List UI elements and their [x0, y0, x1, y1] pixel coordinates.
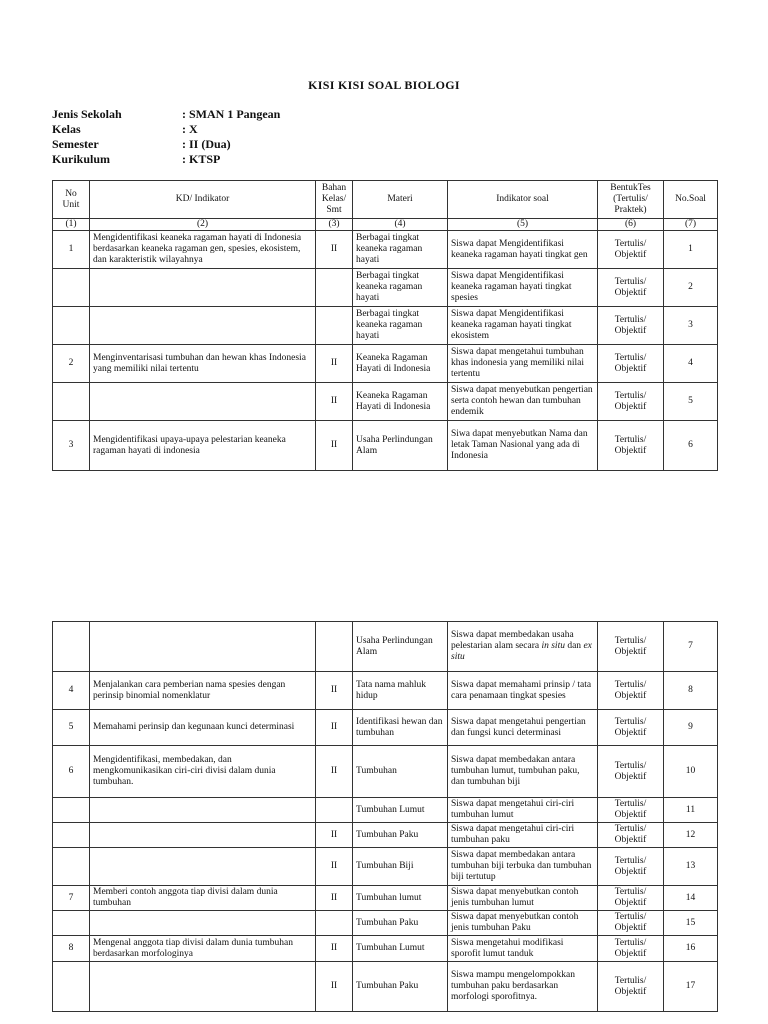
meta-row: [52, 137, 280, 152]
cell-materi: Tumbuhan Lumut: [353, 798, 448, 823]
cell-unit: 4: [53, 672, 90, 710]
table-row: [53, 848, 718, 886]
cell-materi: Tumbuhan Biji: [353, 848, 448, 886]
cell-semester: II: [316, 823, 353, 848]
meta-row: [52, 107, 280, 122]
cell-indikator: Siswa dapat membedakan antara tumbuhan lumut, tumbuhan paku, dan tumbuhan biji: [448, 746, 598, 798]
cell-unit: [53, 823, 90, 848]
cell-indikator: Siswa dapat Mengidentifikasi keaneka ragaman hayati tingkat ekosistem: [448, 307, 598, 345]
table-row: [53, 823, 718, 848]
cell-semester: II: [316, 383, 353, 421]
table-row: [53, 886, 718, 911]
cell-kd: [90, 911, 316, 936]
cell-no-soal: 11: [664, 798, 718, 823]
cell-kd: [90, 798, 316, 823]
table-row: [53, 269, 718, 307]
cell-no-soal: 7: [664, 622, 718, 672]
column-number: (6): [598, 219, 664, 231]
column-number: (7): [664, 219, 718, 231]
cell-unit: 5: [53, 710, 90, 746]
cell-unit: 3: [53, 421, 90, 471]
cell-semester: II: [316, 710, 353, 746]
cell-bentuk: Tertulis/ Objektif: [598, 823, 664, 848]
cell-kd: [90, 823, 316, 848]
cell-bentuk: Tertulis/ Objektif: [598, 383, 664, 421]
header-materi: Materi: [353, 181, 448, 219]
meta-value: : X: [182, 122, 198, 136]
cell-indikator: Siswa dapat mengetahui tumbuhan khas indonesia yang memiliki nilai tertentu: [448, 345, 598, 383]
cell-kd: [90, 962, 316, 1012]
cell-kd: [90, 269, 316, 307]
document-title: KISI KISI SOAL BIOLOGI: [308, 78, 460, 92]
cell-bentuk: Tertulis/ Objektif: [598, 421, 664, 471]
cell-kd: Memberi contoh anggota tiap divisi dalam dunia tumbuhan: [90, 886, 316, 911]
cell-unit: [53, 622, 90, 672]
cell-unit: [53, 848, 90, 886]
cell-semester: II: [316, 962, 353, 1012]
cell-semester: [316, 307, 353, 345]
meta-label: Kurikulum: [52, 152, 111, 166]
cell-bentuk: Tertulis/ Objektif: [598, 911, 664, 936]
cell-materi: Usaha Perlindungan Alam: [353, 421, 448, 471]
cell-semester: II: [316, 231, 353, 269]
cell-bentuk: Tertulis/ Objektif: [598, 710, 664, 746]
cell-no-soal: 10: [664, 746, 718, 798]
cell-indikator: Siswa dapat membedakan antara tumbuhan biji terbuka dan tumbuhan biji tertutup: [448, 848, 598, 886]
cell-materi: Tumbuhan Paku: [353, 823, 448, 848]
cell-materi: Keaneka Ragaman Hayati di Indonesia: [353, 345, 448, 383]
cell-unit: [53, 307, 90, 345]
cell-no-soal: 14: [664, 886, 718, 911]
cell-kd: Memahami perinsip dan kegunaan kunci determinasi: [90, 710, 316, 746]
column-number: (4): [353, 219, 448, 231]
cell-bentuk: Tertulis/ Objektif: [598, 345, 664, 383]
meta-value: : KTSP: [182, 152, 221, 166]
cell-unit: 8: [53, 936, 90, 962]
cell-bentuk: Tertulis/ Objektif: [598, 936, 664, 962]
cell-bentuk: Tertulis/ Objektif: [598, 269, 664, 307]
cell-materi: Tumbuhan lumut: [353, 886, 448, 911]
cell-kd: Mengidentifikasi upaya-upaya pelestarian keaneka ragaman hayati di indonesia: [90, 421, 316, 471]
table-row: [53, 710, 718, 746]
cell-unit: [53, 962, 90, 1012]
cell-indikator: Siswa mengetahui modifikasi sporofit lumut tanduk: [448, 936, 598, 962]
header-kd: KD/ Indikator: [90, 181, 316, 219]
cell-unit: 6: [53, 746, 90, 798]
table-row: [53, 383, 718, 421]
cell-no-soal: 6: [664, 421, 718, 471]
cell-materi: Usaha Perlindungan Alam: [353, 622, 448, 672]
cell-indikator: Siswa dapat memahami prinsip / tata cara penamaan tingkat spesies: [448, 672, 598, 710]
table-row: [53, 746, 718, 798]
cell-kd: [90, 383, 316, 421]
kisi-table-page-1: [52, 180, 718, 471]
cell-kd: [90, 848, 316, 886]
cell-unit: 7: [53, 886, 90, 911]
cell-materi: Berbagai tingkat keaneka ragaman hayati: [353, 231, 448, 269]
meta-label: Semester: [52, 137, 99, 151]
cell-kd: [90, 307, 316, 345]
meta-label: Jenis Sekolah: [52, 107, 122, 121]
cell-unit: [53, 798, 90, 823]
meta-row: [52, 152, 280, 167]
column-number: (3): [316, 219, 353, 231]
cell-no-soal: 17: [664, 962, 718, 1012]
cell-bentuk: Tertulis/ Objektif: [598, 746, 664, 798]
column-number-row: [53, 219, 718, 231]
cell-semester: II: [316, 345, 353, 383]
cell-bentuk: Tertulis/ Objektif: [598, 622, 664, 672]
cell-indikator: Siswa dapat mengetahui ciri-ciri tumbuhan lumut: [448, 798, 598, 823]
header-indikator: Indikator soal: [448, 181, 598, 219]
indikator-italic-ex-situ: ex situ: [451, 641, 592, 662]
table-row: [53, 231, 718, 269]
cell-semester: [316, 798, 353, 823]
cell-semester: [316, 269, 353, 307]
header-bahan: Bahan Kelas/ Smt: [316, 181, 353, 219]
cell-kd: Mengidentifikasi keaneka ragaman hayati di Indonesia berdasarkan keaneka ragaman gen, spesies, ekosistem, dan karakteristik wilayahnya: [90, 231, 316, 269]
table-row: [53, 345, 718, 383]
table-row: [53, 962, 718, 1012]
cell-materi: Tumbuhan Paku: [353, 962, 448, 1012]
cell-kd: Mengidentifikasi, membedakan, dan mengkomunikasikan ciri-ciri divisi dalam dunia tumbuhan.: [90, 746, 316, 798]
indikator-conjunction: dan: [564, 641, 584, 651]
column-number: (2): [90, 219, 316, 231]
column-number: (5): [448, 219, 598, 231]
cell-materi: Keaneka Ragaman Hayati di Indonesia: [353, 383, 448, 421]
table-row: [53, 936, 718, 962]
cell-materi: Berbagai tingkat keaneka ragaman hayati: [353, 269, 448, 307]
indikator-italic-in-situ: in situ: [541, 641, 565, 651]
cell-no-soal: 8: [664, 672, 718, 710]
meta-row: [52, 122, 280, 137]
cell-bentuk: Tertulis/ Objektif: [598, 231, 664, 269]
cell-indikator: Siswa dapat menyebutkan contoh jenis tumbuhan lumut: [448, 886, 598, 911]
cell-materi: Tumbuhan Lumut: [353, 936, 448, 962]
cell-semester: [316, 911, 353, 936]
table-row: [53, 622, 718, 672]
cell-materi: Berbagai tingkat keaneka ragaman hayati: [353, 307, 448, 345]
cell-indikator: Siswa dapat menyebutkan contoh jenis tumbuhan Paku: [448, 911, 598, 936]
cell-no-soal: 12: [664, 823, 718, 848]
cell-kd: Mengenal anggota tiap divisi dalam dunia tumbuhan berdasarkan morfologinya: [90, 936, 316, 962]
cell-kd: [90, 622, 316, 672]
cell-semester: II: [316, 936, 353, 962]
cell-no-soal: 3: [664, 307, 718, 345]
meta-value: : II (Dua): [182, 137, 231, 151]
cell-bentuk: Tertulis/ Objektif: [598, 307, 664, 345]
cell-no-soal: 2: [664, 269, 718, 307]
cell-unit: [53, 911, 90, 936]
cell-indikator: Siswa dapat mengetahui ciri-ciri tumbuhan paku: [448, 823, 598, 848]
cell-semester: II: [316, 421, 353, 471]
header-no-unit: No Unit: [53, 181, 90, 219]
cell-unit: 2: [53, 345, 90, 383]
cell-bentuk: Tertulis/ Objektif: [598, 886, 664, 911]
table-row: [53, 307, 718, 345]
meta-label: Kelas: [52, 122, 81, 136]
cell-indikator: Siswa mampu mengelompokkan tumbuhan paku berdasarkan morfologi sporofitnya.: [448, 962, 598, 1012]
cell-kd: Menginventarisasi tumbuhan dan hewan khas Indonesia yang memiliki nilai tertentu: [90, 345, 316, 383]
meta-value: : SMAN 1 Pangean: [182, 107, 281, 121]
table-header-row: [53, 181, 718, 219]
cell-semester: II: [316, 672, 353, 710]
cell-kd: Menjalankan cara pemberian nama spesies dengan perinsip binomial nomenklatur: [90, 672, 316, 710]
document-meta: [52, 107, 280, 167]
cell-no-soal: 4: [664, 345, 718, 383]
kisi-table-page-2: [52, 621, 718, 1012]
header-bentuk: BentukTes (Tertulis/ Praktek): [598, 181, 664, 219]
table-row: [53, 911, 718, 936]
cell-materi: Tumbuhan: [353, 746, 448, 798]
cell-indikator: Siswa dapat Mengidentifikasi keaneka ragaman hayati tingkat spesies: [448, 269, 598, 307]
cell-no-soal: 9: [664, 710, 718, 746]
cell-unit: 1: [53, 231, 90, 269]
cell-no-soal: 13: [664, 848, 718, 886]
cell-no-soal: 15: [664, 911, 718, 936]
table-row: [53, 421, 718, 471]
cell-indikator: Siwa dapat menyebutkan Nama dan letak Taman Nasional yang ada di Indonesia: [448, 421, 598, 471]
cell-semester: [316, 622, 353, 672]
cell-bentuk: Tertulis/ Objektif: [598, 798, 664, 823]
cell-unit: [53, 383, 90, 421]
cell-bentuk: Tertulis/ Objektif: [598, 848, 664, 886]
cell-indikator: Siswa dapat Mengidentifikasi keaneka ragaman hayati tingkat gen: [448, 231, 598, 269]
cell-semester: II: [316, 746, 353, 798]
cell-materi: Tata nama mahluk hidup: [353, 672, 448, 710]
cell-indikator: [448, 622, 598, 672]
cell-bentuk: Tertulis/ Objektif: [598, 962, 664, 1012]
cell-indikator: Siswa dapat mengetahui pengertian dan fungsi kunci determinasi: [448, 710, 598, 746]
cell-materi: Tumbuhan Paku: [353, 911, 448, 936]
column-number: (1): [53, 219, 90, 231]
cell-unit: [53, 269, 90, 307]
cell-bentuk: Tertulis/ Objektif: [598, 672, 664, 710]
cell-no-soal: 1: [664, 231, 718, 269]
cell-no-soal: 5: [664, 383, 718, 421]
cell-materi: Identifikasi hewan dan tumbuhan: [353, 710, 448, 746]
cell-no-soal: 16: [664, 936, 718, 962]
cell-semester: II: [316, 886, 353, 911]
cell-semester: II: [316, 848, 353, 886]
header-no-soal: No.Soal: [664, 181, 718, 219]
cell-indikator: Siswa dapat menyebutkan pengertian serta contoh hewan dan tumbuhan endemik: [448, 383, 598, 421]
indikator-text: Siswa dapat membedakan usaha pelestarian alam secara: [451, 630, 574, 651]
table-row: [53, 672, 718, 710]
table-row: [53, 798, 718, 823]
